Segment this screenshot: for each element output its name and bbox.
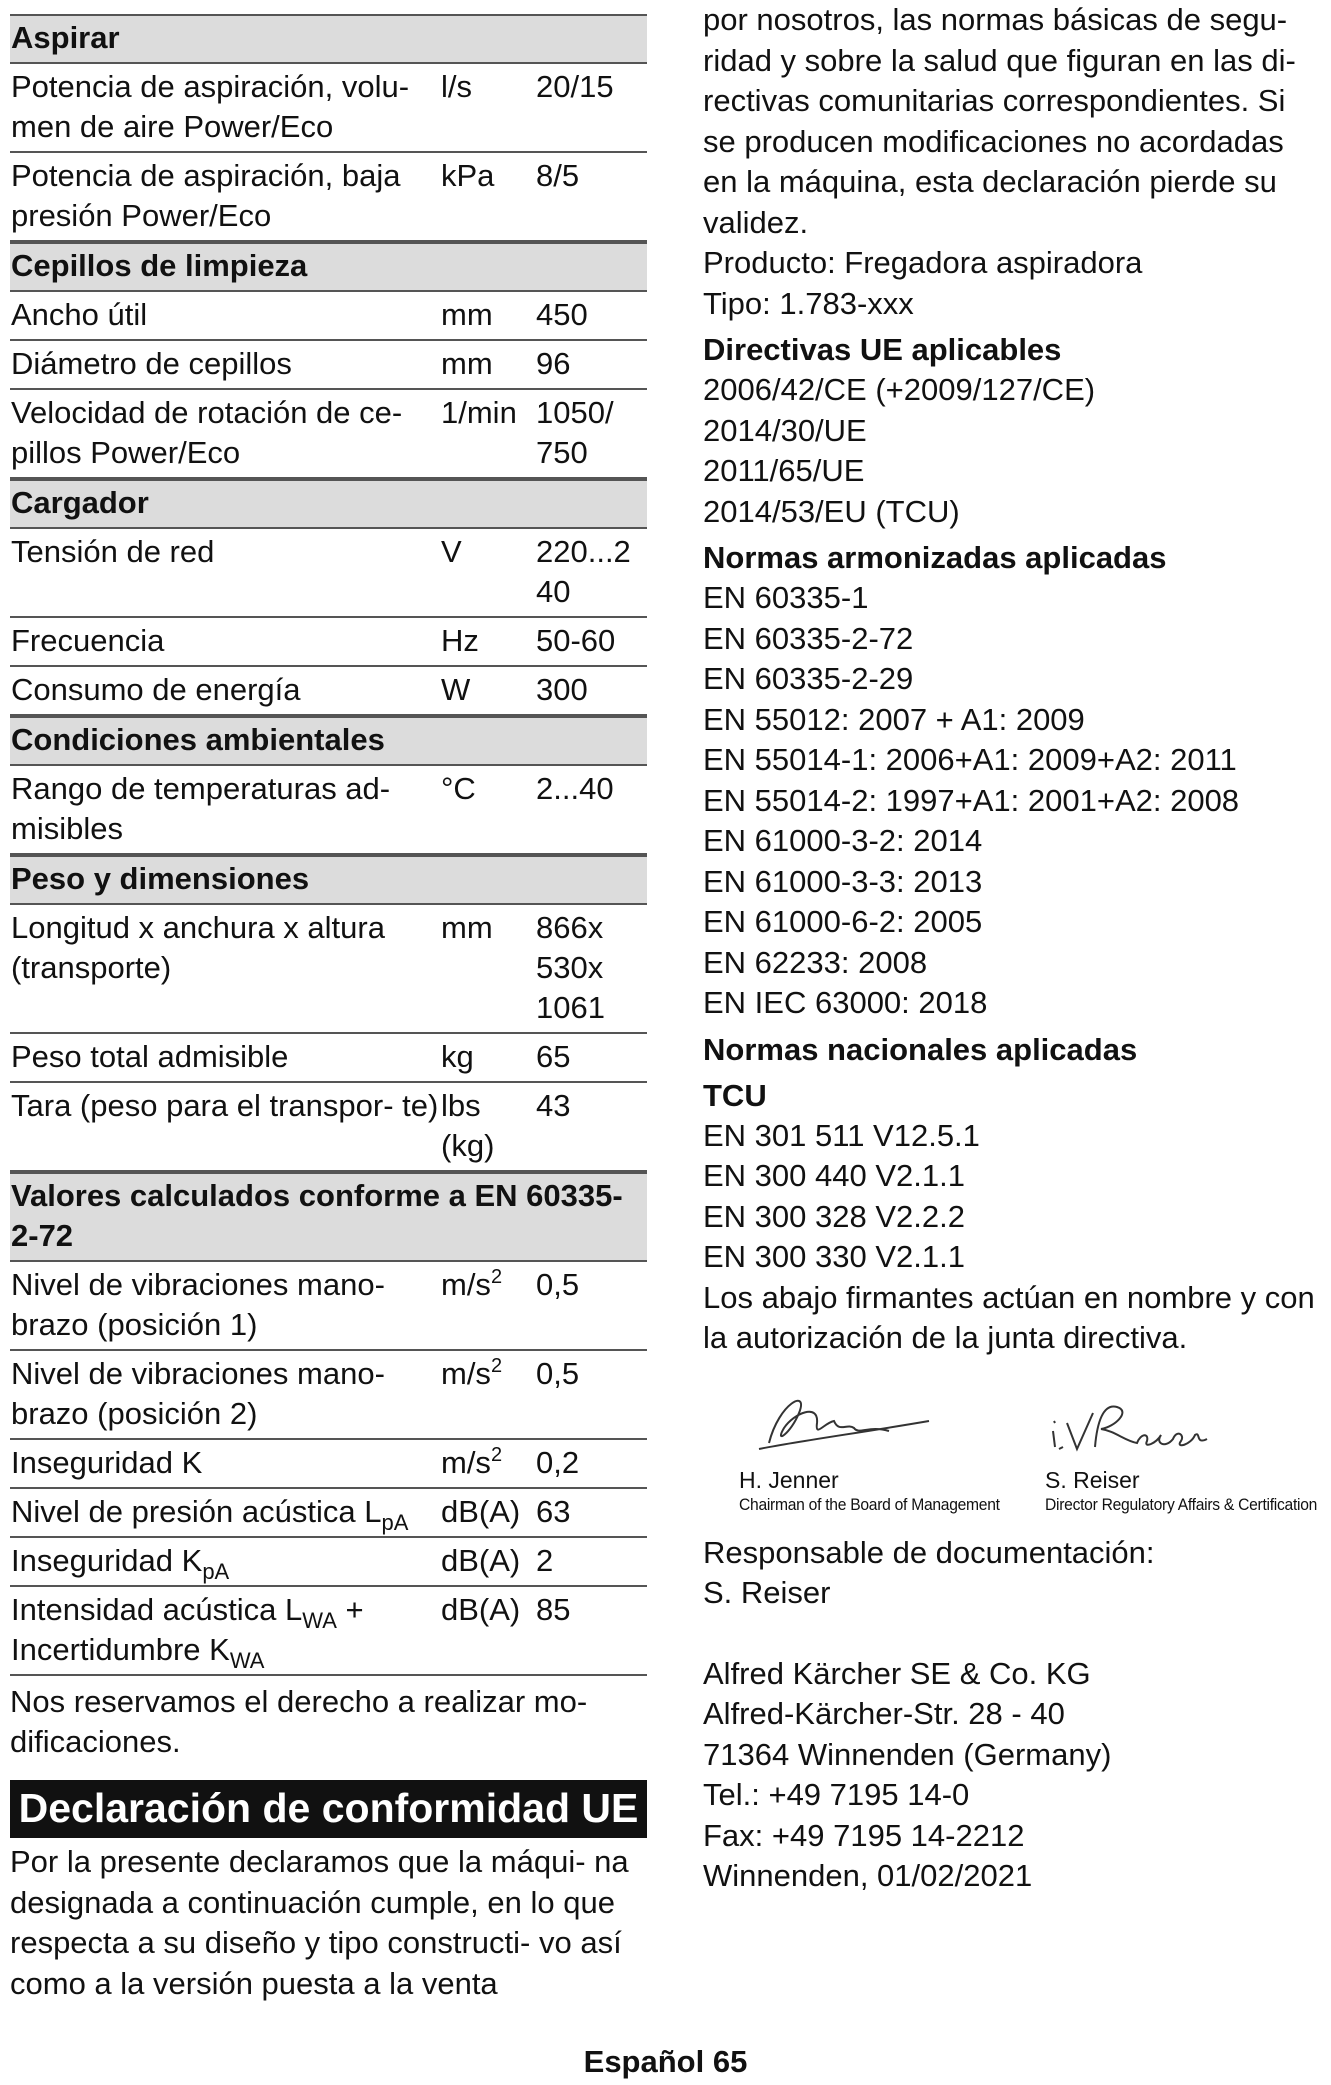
spec-value: 65 (536, 1039, 571, 1074)
spec-label: Tensión de red (11, 534, 215, 569)
spec-row (10, 390, 647, 479)
spec-row (10, 153, 647, 242)
spec-unit: mm (441, 346, 493, 381)
spec-unit: $m/s^2$ (441, 1355, 503, 1391)
product-line: Producto: Fregadora aspiradora (703, 245, 1143, 280)
spec-value: 1050/ 750 (536, 395, 614, 470)
tcu-list (703, 1116, 1325, 1278)
spec-label: Velocidad de rotación de ce- pillos Power/Eco (11, 395, 403, 470)
harmonized-standard-item: EN 62233: 2008 (703, 944, 928, 980)
spec-value: 220...2 40 (536, 534, 631, 609)
page-footer (0, 2044, 1331, 2080)
harmonized-standard-item: EN 60335-2-72 (703, 620, 914, 656)
harmonized-standard-item: EN 61000-3-3: 2013 (703, 863, 983, 899)
spec-label: Frecuencia (11, 623, 165, 658)
spec-label: Peso total admisible (11, 1039, 289, 1074)
spec-value: 450 (536, 297, 588, 332)
spec-value: 0,2 (536, 1445, 580, 1480)
declaration-title: Declaración de conformidad UE (10, 1780, 647, 1838)
spec-label: Nivel de presión acústica $L_{pA}$ (11, 1494, 409, 1535)
left-column (10, 14, 647, 2004)
spec-row (10, 529, 647, 618)
directive-item: 2014/53/EU (TCU) (703, 493, 960, 529)
signer-name: H. Jenner (739, 1466, 839, 1493)
spec-row (10, 292, 647, 341)
spec-label: Longitud x anchura x altura (transporte) (11, 910, 385, 985)
harmonized-standard-item: EN 61000-3-2: 2014 (703, 823, 983, 858)
spec-label: Rango de temperaturas ad- misibles (11, 771, 391, 846)
spec-row (10, 1440, 647, 1489)
harmonized-standard-item: EN 55014-2: 1997+A1: 2001+A2: 2008 (703, 782, 1240, 818)
spec-unit: kg (441, 1039, 474, 1074)
spec-label: Inseguridad K (11, 1445, 203, 1480)
spec-unit: mm (441, 297, 493, 332)
spec-value: 43 (536, 1088, 571, 1123)
spec-unit: Hz (441, 623, 479, 658)
spec-label: Potencia de aspiración, baja presión Power/Eco (11, 158, 401, 233)
spec-unit: 1/min (441, 395, 517, 430)
national-heading: Normas nacionales aplicadas (703, 1031, 1138, 1067)
address-line: Alfred-Kärcher-Str. 28 - 40 (703, 1696, 1065, 1731)
address-line: Winnenden, 01/02/2021 (703, 1858, 1033, 1893)
address-line: Fax: +49 7195 14-2212 (703, 1817, 1025, 1853)
spec-unit: W (441, 672, 471, 707)
tcu-standard-item: EN 300 328 V2.2.2 (703, 1198, 965, 1234)
spec-value: 2...40 (536, 771, 614, 806)
spec-section-header: Cargador (10, 479, 647, 529)
spec-row (10, 1351, 647, 1440)
address-line: Tel.: +49 7195 14-0 (703, 1777, 970, 1812)
spec-row (10, 766, 647, 855)
spec-label: Diámetro de cepillos (11, 346, 292, 381)
harmonized-standard-item: EN IEC 63000: 2018 (703, 985, 988, 1020)
directives-heading: Directivas UE aplicables (703, 332, 1062, 367)
spec-value: 20/15 (536, 69, 614, 104)
spec-label: Consumo de energía (11, 672, 301, 707)
signer-role: Director Regulatory Affairs & Certification (1045, 1494, 1318, 1514)
doc-responsible: S. Reiser (703, 1575, 831, 1610)
spec-value: 866x 530x 1061 (536, 910, 605, 1025)
address-line: 71364 Winnenden (Germany) (703, 1736, 1112, 1772)
spec-unit: lbs (kg) (441, 1088, 495, 1163)
signature-reiser-image (1045, 1383, 1245, 1461)
reserve-note: Nos reservamos el derecho a realizar mo- dificaciones. (10, 1684, 588, 1759)
signers-note: Los abajo firmantes actúan en nombre y con la autorización de la junta directiva. (703, 1279, 1315, 1355)
spec-unit: $m/s^2$ (441, 1444, 503, 1480)
spec-section-header: Peso y dimensiones (10, 855, 647, 905)
doc-responsible-label: Responsable de documentación: (703, 1534, 1155, 1570)
tcu-standard-item: EN 301 511 V12.5.1 (703, 1117, 980, 1153)
spec-label: Nivel de vibraciones mano- brazo (posición 1) (11, 1267, 385, 1342)
right-column (703, 0, 1325, 1897)
spec-label: Ancho útil (11, 297, 148, 332)
spec-table (10, 14, 647, 1676)
spec-row (10, 1083, 647, 1172)
spec-label: Inseguridad $K_{pA}$ (11, 1543, 230, 1584)
spec-unit: l/s (441, 69, 472, 104)
harmonized-list (703, 578, 1325, 1024)
spec-value: 85 (536, 1592, 571, 1627)
spec-value: 0,5 (536, 1267, 580, 1302)
spec-row (10, 64, 647, 153)
spec-section-header: Aspirar (10, 14, 647, 64)
spec-label: Intensidad acústica $L_{WA}$ + Incertidumbre $K_{WA}$ (11, 1592, 364, 1673)
declaration-intro: Por la presente declaramos que la máqui- na designada a continuación cumple, en lo que respecta a su diseño y tipo constructi- vo así como a la versión puesta a la venta (10, 1844, 629, 2001)
address-block (703, 1654, 1325, 1897)
spec-label: Potencia de aspiración, volu- men de aire Power/Eco (11, 69, 410, 144)
spec-unit: °C (441, 771, 476, 806)
signature-jenner (703, 1383, 1045, 1523)
harmonized-standard-item: EN 61000-6-2: 2005 (703, 904, 983, 939)
harmonized-standard-item: EN 60335-1 (703, 580, 869, 615)
signature-reiser (1045, 1383, 1325, 1523)
signer-name: S. Reiser (1045, 1466, 1140, 1493)
tcu-standard-item: EN 300 440 V2.1.1 (703, 1158, 965, 1193)
spec-label: Nivel de vibraciones mano- brazo (posición 2) (11, 1356, 385, 1431)
tcu-heading: TCU (703, 1077, 767, 1113)
signer-role: Chairman of the Board of Management (739, 1494, 1000, 1514)
spec-label: Tara (peso para el transpor- te) (11, 1088, 439, 1123)
footer-language: Español (583, 2044, 705, 2079)
tcu-standard-item: EN 300 330 V2.1.1 (703, 1239, 965, 1274)
spec-unit: V (441, 534, 462, 569)
spec-unit: dB(A) (441, 1494, 521, 1529)
spec-row (10, 1538, 647, 1587)
spec-unit: dB(A) (441, 1543, 521, 1578)
signature-jenner-image (739, 1383, 959, 1461)
spec-section-header: Valores calculados conforme a EN 60335-2-72 (10, 1172, 647, 1262)
spec-unit: $m/s^2$ (441, 1266, 503, 1302)
spec-value: 2 (536, 1543, 554, 1578)
spec-section-header: Condiciones ambientales (10, 716, 647, 766)
spec-value: 96 (536, 346, 571, 381)
directive-item: 2014/30/UE (703, 412, 867, 448)
spec-row (10, 1262, 647, 1351)
type-line: Tipo: 1.783-xxx (703, 285, 914, 321)
directive-item: 2006/42/CE (+2009/127/CE) (703, 372, 1096, 407)
directives-list (703, 370, 1325, 532)
spec-row (10, 1587, 647, 1676)
harmonized-standard-item: EN 55012: 2007 + A1: 2009 (703, 701, 1085, 737)
spec-value: 300 (536, 672, 588, 707)
spec-row (10, 905, 647, 1034)
spec-row (10, 1489, 647, 1538)
harmonized-standard-item: EN 55014-1: 2006+A1: 2009+A2: 2011 (703, 742, 1237, 777)
spec-row (10, 667, 647, 716)
signature-block (703, 1383, 1325, 1523)
spec-value: 63 (536, 1494, 571, 1529)
harmonized-standard-item: EN 60335-2-29 (703, 661, 914, 696)
spec-value: 0,5 (536, 1356, 580, 1391)
spec-section-header: Cepillos de limpieza (10, 242, 647, 292)
address-line: Alfred Kärcher SE & Co. KG (703, 1655, 1091, 1691)
spec-value: 8/5 (536, 158, 580, 193)
declaration-intro-continued: por nosotros, las normas básicas de segu- ridad y sobre la salud que figuran en las di- rectivas comunitarias correspondientes. Si se producen modificaciones no acordadas en la máquina, esta declaración pierde su validez. (703, 2, 1296, 240)
spec-row (10, 1034, 647, 1083)
spec-row (10, 341, 647, 390)
directive-item: 2011/65/UE (703, 453, 865, 488)
spec-unit: dB(A) (441, 1592, 521, 1627)
spec-unit: kPa (441, 158, 495, 193)
spec-unit: mm (441, 910, 493, 945)
spec-value: 50-60 (536, 623, 616, 658)
harmonized-heading: Normas armonizadas aplicadas (703, 540, 1167, 575)
spec-row (10, 618, 647, 667)
footer-page-number: 65 (712, 2044, 748, 2079)
